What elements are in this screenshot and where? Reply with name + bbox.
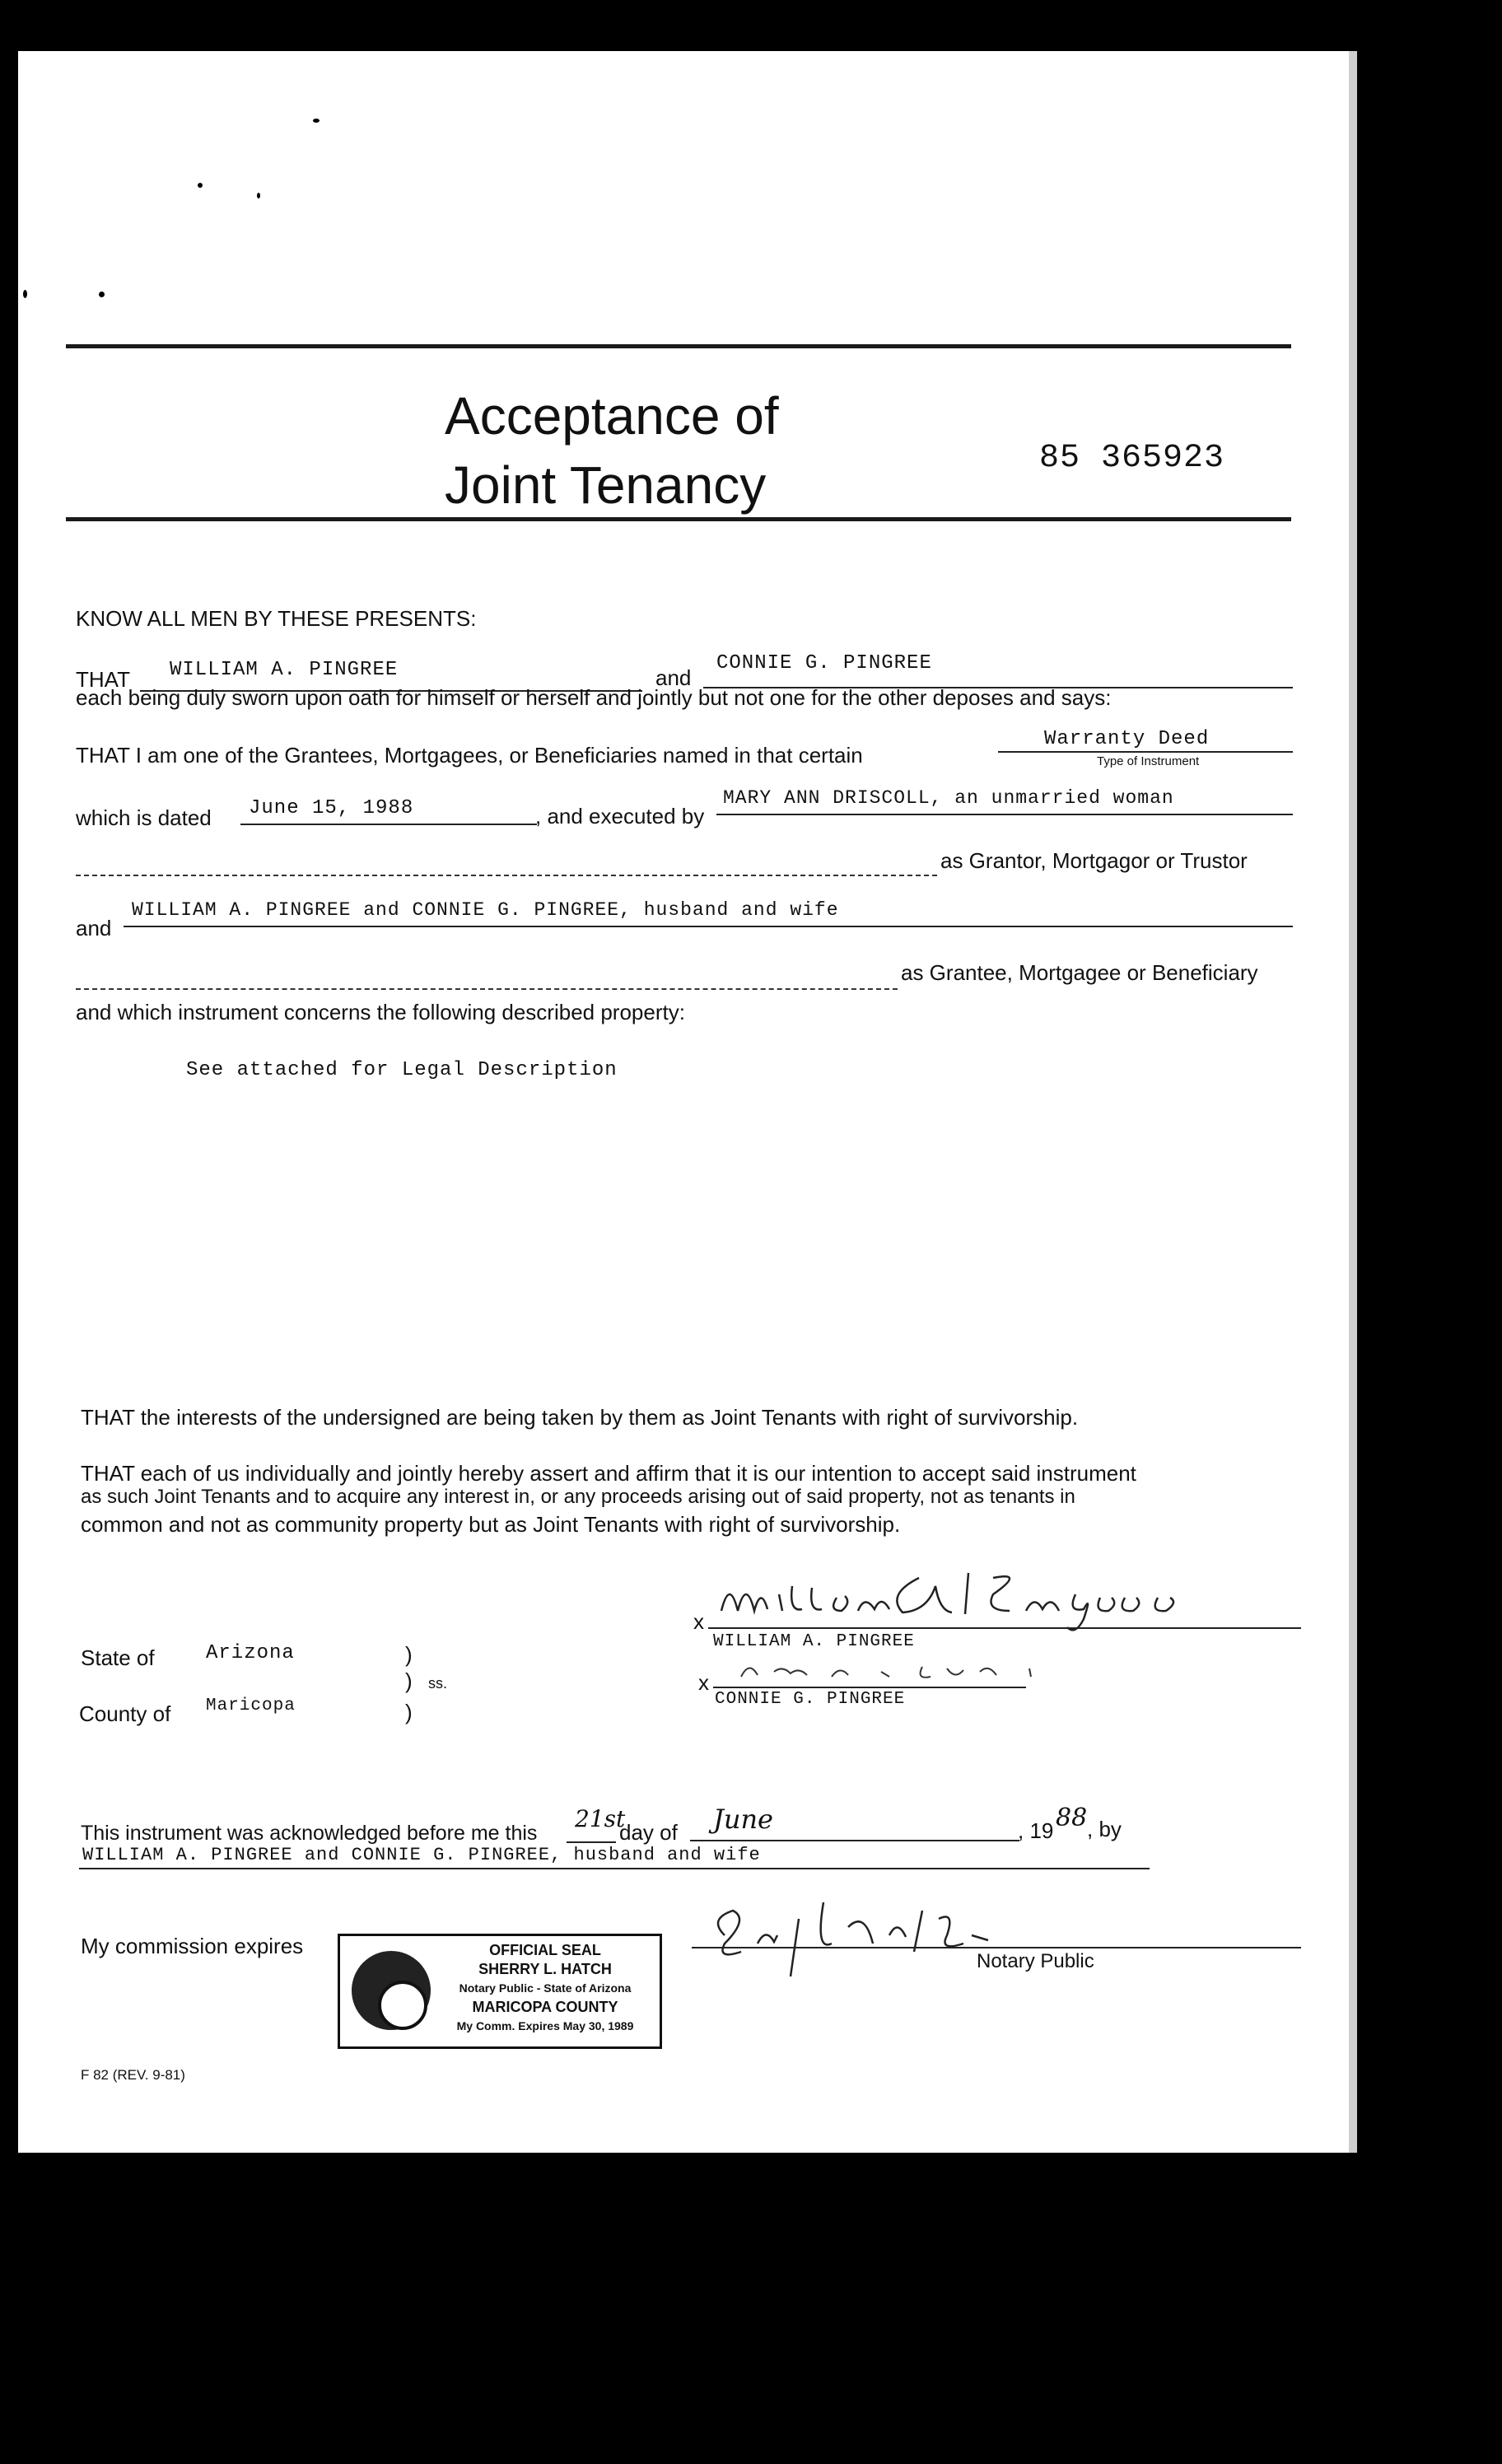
document-title-line2: Joint Tenancy [445,455,767,515]
date-value: June 15, 1988 [249,797,414,819]
state-value: Arizona [206,1642,295,1664]
ss-label: ss. [428,1675,448,1692]
grantor-value: MARY ANN DRISCOLL, an unmarried woman [723,787,1174,809]
scan-speck [99,292,105,297]
assert-line-1: THAT each of us individually and jointly hereby assert and affirm that it is our intention to accept said instrument [81,1461,1136,1486]
county-label: County of [79,1701,171,1726]
scan-speck [198,183,203,188]
property-statement: and which instrument concerns the following described property: [76,1000,685,1024]
instrument-line [998,751,1293,753]
signer-2-typed-name: CONNIE G. PINGREE [715,1690,906,1709]
grantor-line [716,814,1293,815]
instrument-type-caption: Type of Instrument [1097,754,1200,768]
signer-1-typed-name: WILLIAM A. PINGREE [713,1632,915,1651]
ack-month-value: June [713,1804,773,1835]
grantee-blank-line [76,988,898,990]
signature-mark-1: x [693,1609,704,1634]
ack-by-value: WILLIAM A. PINGREE and CONNIE G. PINGREE, husband and wife [82,1845,761,1865]
party2-name: CONNIE G. PINGREE [716,652,932,674]
grantor-blank-line [76,875,937,876]
seal-line: Notary Public - State of Arizona [459,1981,632,1995]
grantee-caption: as Grantee, Mortgagee or Beneficiary [901,960,1258,985]
ack-text-d: , by [1087,1817,1122,1841]
notary-signature-line [692,1947,1301,1948]
executed-label: , and executed by [535,804,705,828]
venue-bracket-bottom: ) [405,1700,413,1724]
date-line [240,824,537,825]
grantee-statement: THAT I am one of the Grantees, Mortgagees, or Beneficiaries named in that certain [76,743,863,768]
ack-day-line [567,1841,616,1843]
ack-day-value: 21st [575,1805,626,1832]
assert-line-3: common and not as community property but as Joint Tenants with right of survivorship. [81,1512,901,1537]
and-label: and [655,665,692,690]
and-label-2: and [76,916,112,940]
interests-statement: THAT the interests of the undersigned are being taken by them as Joint Tenants with right of survivorship. [81,1405,1079,1430]
page-edge [1349,51,1357,2153]
scan-speck [313,119,320,123]
recording-number: 85 365923 [1039,440,1225,477]
document-title-line1: Acceptance of [445,386,779,446]
instrument-type: Warranty Deed [1044,728,1210,750]
grantor-caption: as Grantor, Mortgagor or Trustor [940,848,1248,873]
seal-line: MARICOPA COUNTY [472,1999,618,2015]
commission-label: My commission expires [81,1934,304,1958]
grantee-line [124,926,1293,927]
header-rule-bottom [66,517,1291,521]
ack-by-line [79,1868,1150,1869]
ack-text-b: day of [619,1820,678,1845]
signature-mark-2: x [698,1670,709,1695]
party1-name: WILLIAM A. PINGREE [170,659,399,681]
that-label: THAT [76,667,130,692]
assert-line-2: as such Joint Tenants and to acquire any interest in, or any proceeds arising out of said property, not as tenants in [81,1486,1075,1508]
venue-bracket-mid: ) [405,1668,413,1693]
dated-label: which is dated [76,805,212,830]
sworn-statement: each being duly sworn upon oath for himself or herself and jointly but not one for the other deposes and says: [76,685,1112,710]
signature-connie-pingree [725,1647,1071,1688]
form-code: F 82 (REV. 9-81) [81,2067,185,2083]
seal-line: SHERRY L. HATCH [478,1961,612,1977]
seal-line: OFFICIAL SEAL [489,1942,601,1958]
seal-line: My Comm. Expires May 30, 1989 [456,2019,634,2032]
header-rule-top [66,344,1291,348]
ack-month-line [690,1840,1019,1841]
scan-speck [257,193,260,198]
ack-text-a: This instrument was acknowledged before me this [81,1822,538,1845]
official-notary-seal [338,1934,662,2049]
county-value: Maricopa [206,1696,296,1715]
venue-bracket-top: ) [405,1642,413,1667]
signature-william-pingree [713,1561,1306,1644]
know-all-heading: KNOW ALL MEN BY THESE PRESENTS: [76,606,477,631]
legal-description: See attached for Legal Description [186,1059,618,1081]
state-label: State of [81,1645,155,1670]
notary-signature [692,1886,1038,2001]
ack-text-c: , 19 [1018,1818,1054,1843]
ack-year-value: 88 [1056,1804,1088,1832]
scan-speck [23,290,27,298]
grantee-value: WILLIAM A. PINGREE and CONNIE G. PINGREE, husband and wife [132,899,839,921]
seal-text [437,1941,653,2036]
notary-caption: Notary Public [977,1950,1094,1972]
seal-emblem-icon [352,1951,431,2030]
